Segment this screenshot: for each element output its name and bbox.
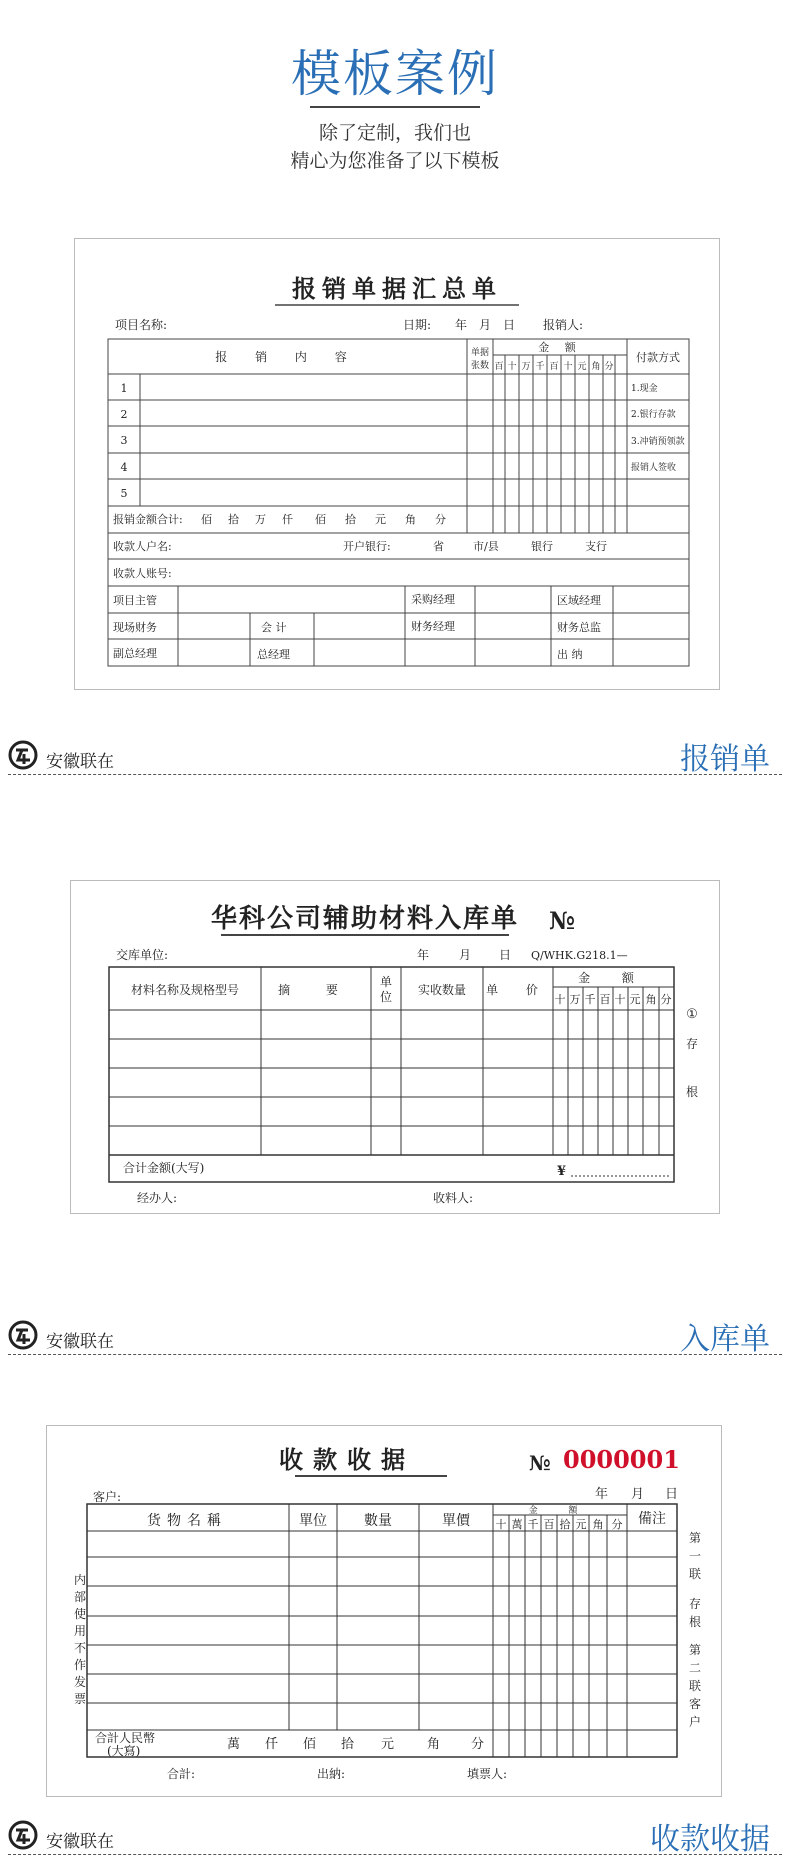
total-unit: 分 — [435, 513, 446, 526]
digit-label: 百 — [549, 362, 559, 372]
digit-label: 十 — [614, 993, 626, 1006]
col-unit-2: 位 — [379, 990, 393, 1004]
digit-label: 角 — [592, 1518, 604, 1531]
total-unit: 萬 — [227, 1737, 241, 1752]
day-label: 日 — [503, 318, 516, 332]
digit-label: 万 — [569, 993, 581, 1006]
payment-receipt-form — [47, 1426, 721, 1796]
digit-label: 十 — [563, 362, 573, 372]
sign-site-finance: 现场财务 — [113, 621, 157, 634]
day-label: 日 — [499, 948, 512, 962]
receipt-number-value: 0000001 — [563, 1445, 680, 1474]
left-side-char: 用 — [73, 1624, 87, 1638]
payment-receipt-title: 收款收据 — [279, 1445, 415, 1474]
col-remark: 備注 — [638, 1511, 666, 1527]
total-unit: 佰 — [315, 513, 326, 526]
project-name-label: 项目名称: — [115, 318, 168, 332]
claimant-label: 报销人: — [543, 318, 584, 332]
col-goods-name: 货物名稱 — [147, 1513, 227, 1529]
content-header: 报 销 内 容 — [215, 350, 359, 364]
left-side-char: 不 — [73, 1641, 87, 1655]
customer-label: 客户: — [93, 1490, 122, 1504]
digit-label: 分 — [660, 993, 672, 1006]
form-code: Q/WHK.G218.1— — [531, 949, 628, 962]
right-side-char: 第 — [688, 1531, 702, 1545]
side-copy-number: ① — [686, 1007, 698, 1022]
digit-label: 十 — [554, 993, 566, 1006]
total-unit: 拾 — [341, 1737, 355, 1752]
city-label: 市/县 — [473, 540, 499, 553]
left-side-char: 内 — [73, 1573, 87, 1587]
digit-label: 元 — [629, 993, 641, 1006]
company-logo-icon — [8, 1820, 38, 1850]
left-side-char: 票 — [73, 1692, 87, 1706]
warehouse-receipt-form — [71, 881, 719, 1213]
month-label: 月 — [631, 1487, 645, 1502]
expense-summary-title: 报销单据汇总单 — [292, 274, 502, 303]
total-amount-label: 合计金额(大写) — [123, 1161, 205, 1175]
amount-header: 金 额 — [538, 341, 582, 354]
digit-label: 百 — [543, 1518, 555, 1531]
sign-finance-manager: 财务经理 — [411, 620, 455, 633]
sign-cashier: 出 纳 — [557, 648, 583, 661]
pay-option-offset: 3.冲销预领款 — [631, 437, 685, 447]
supplier-label: 交库单位: — [116, 948, 169, 962]
sum-label: 合計: — [167, 1767, 196, 1781]
amount-header: 金 额 — [578, 971, 648, 985]
receipt-number-symbol: № — [549, 906, 576, 935]
total-unit: 拾 — [228, 513, 239, 526]
digit-label: 万 — [521, 362, 531, 372]
digit-label: 拾 — [559, 1518, 571, 1531]
row-number: 5 — [120, 487, 128, 500]
template-card-expense-summary — [74, 238, 720, 690]
doc-count-line-1: 单据 — [470, 348, 490, 358]
receipt-number-symbol: № — [529, 1451, 551, 1475]
month-label: 月 — [479, 318, 492, 332]
sign-gm: 总经理 — [257, 648, 290, 661]
total-unit: 角 — [405, 513, 416, 526]
total-unit: 佰 — [201, 513, 212, 526]
col-unit-1: 单 — [379, 975, 393, 989]
expense-summary-form — [75, 239, 719, 689]
left-side-char: 部 — [73, 1590, 87, 1604]
digit-label: 分 — [604, 362, 614, 372]
col-received-qty: 实收数量 — [417, 983, 467, 997]
sign-finance-director: 财务总监 — [557, 621, 601, 634]
pay-option-sign: 报销人签收 — [631, 463, 677, 473]
sign-purchase-manager: 采购经理 — [411, 593, 455, 606]
bank-label: 开户银行: — [343, 540, 391, 553]
side-label-1: 存 — [685, 1037, 699, 1051]
template-card-warehouse-receipt — [70, 880, 720, 1214]
right-side-char: 一 — [688, 1549, 702, 1563]
template-label-expense[interactable]: 报销单 — [680, 742, 770, 777]
total-unit: 元 — [381, 1737, 395, 1752]
month-label: 月 — [459, 948, 472, 962]
right-side-char: 第 — [688, 1643, 702, 1657]
digit-label: 萬 — [511, 1518, 523, 1531]
title-underline — [310, 106, 480, 108]
col-unit-price: 单 价 — [486, 983, 550, 997]
company-name: 安徽联在 — [46, 752, 114, 772]
right-side-char: 户 — [688, 1715, 702, 1729]
company-name: 安徽联在 — [46, 1832, 114, 1852]
receiver-label: 收料人: — [433, 1191, 474, 1205]
row-number: 2 — [120, 408, 128, 421]
digit-label: 千 — [584, 993, 596, 1006]
left-side-char: 使 — [73, 1607, 87, 1621]
total-unit: 角 — [427, 1737, 441, 1752]
template-label-warehouse[interactable]: 入库单 — [680, 1322, 770, 1357]
row-number: 1 — [120, 382, 128, 395]
date-label: 日期: — [403, 318, 432, 332]
handler-label: 经办人: — [137, 1191, 178, 1205]
subtitle-line-1: 除了定制，我们也 — [318, 122, 471, 144]
right-side-char: 客 — [688, 1697, 702, 1711]
company-name: 安徽联在 — [46, 1332, 114, 1352]
template-label-payment[interactable]: 收款收据 — [650, 1822, 770, 1857]
sign-accountant: 会 计 — [261, 621, 287, 634]
row-number: 3 — [120, 434, 128, 447]
year-label: 年 — [455, 318, 468, 332]
total-amount-label: 报销金额合计: — [113, 513, 183, 526]
digit-label: 元 — [577, 362, 587, 372]
digit-label: 角 — [591, 362, 601, 372]
digit-label: 百 — [599, 993, 611, 1006]
right-side-char: 二 — [688, 1661, 702, 1675]
row-number: 4 — [120, 461, 128, 474]
total-unit: 佰 — [303, 1737, 317, 1752]
section-footer-warehouse — [8, 1318, 782, 1355]
sign-regional-manager: 区域经理 — [557, 594, 601, 607]
year-label: 年 — [417, 948, 430, 962]
company-logo-icon — [8, 1320, 38, 1350]
bank-suffix-label: 银行 — [531, 540, 553, 553]
col-summary: 摘 要 — [278, 983, 354, 997]
template-card-payment-receipt — [46, 1425, 722, 1797]
right-side-char: 联 — [688, 1679, 702, 1693]
day-label: 日 — [665, 1487, 679, 1502]
digit-label: 百 — [494, 362, 504, 372]
branch-label: 支行 — [585, 540, 607, 553]
total-unit: 仟 — [282, 513, 293, 526]
company-logo-icon — [8, 740, 38, 770]
left-side-char: 作 — [73, 1658, 87, 1672]
digit-label: 千 — [535, 362, 545, 372]
subtitle-line-2: 精心为您准备了以下模板 — [290, 150, 500, 172]
digit-label: 十 — [507, 362, 517, 372]
total-rmb-label: 合計人民幣 — [95, 1731, 156, 1745]
province-label: 省 — [433, 540, 444, 553]
col-unit: 單位 — [299, 1513, 327, 1529]
total-unit: 仟 — [265, 1737, 279, 1752]
section-footer-expense — [8, 738, 782, 775]
cashier-label: 出納: — [317, 1767, 346, 1781]
col-quantity: 數量 — [364, 1513, 392, 1529]
total-unit: 分 — [471, 1737, 485, 1752]
col-material-name: 材料名称及规格型号 — [130, 983, 240, 997]
digit-label: 角 — [645, 993, 657, 1006]
digit-label: 元 — [575, 1518, 587, 1531]
payee-name-label: 收款人户名: — [113, 540, 172, 553]
right-side-char: 存 — [688, 1597, 702, 1611]
amount-header: 金 額 — [528, 1506, 592, 1516]
total-unit: 拾 — [345, 513, 356, 526]
sign-project-manager: 项目主管 — [113, 594, 157, 607]
total-unit: 元 — [375, 513, 386, 526]
yen-symbol: ¥ — [557, 1164, 567, 1179]
left-side-char: 发 — [73, 1675, 87, 1689]
doc-count-line-2: 张数 — [470, 361, 490, 371]
payee-account-label: 收款人账号: — [113, 567, 172, 580]
right-side-char: 根 — [688, 1615, 702, 1629]
side-label-2: 根 — [685, 1085, 699, 1099]
total-rmb-uppercase: (大寫) — [107, 1744, 141, 1758]
issuer-label: 填票人: — [467, 1767, 508, 1781]
payment-method-header: 付款方式 — [636, 351, 680, 364]
pay-option-bank: 2.银行存款 — [631, 410, 676, 420]
warehouse-receipt-title: 华科公司辅助材料入库单 — [210, 904, 520, 934]
total-unit: 万 — [255, 513, 266, 526]
digit-label: 分 — [611, 1518, 623, 1531]
col-unit-price: 單價 — [442, 1513, 470, 1529]
year-label: 年 — [595, 1487, 609, 1502]
pay-option-cash: 1.现金 — [631, 384, 658, 394]
right-side-char: 联 — [688, 1567, 702, 1581]
sign-vice-gm: 副总经理 — [113, 647, 157, 660]
digit-label: 千 — [527, 1518, 539, 1531]
section-footer-payment — [8, 1818, 782, 1855]
page-title: 模板案例 — [291, 45, 499, 103]
digit-label: 十 — [495, 1518, 507, 1531]
